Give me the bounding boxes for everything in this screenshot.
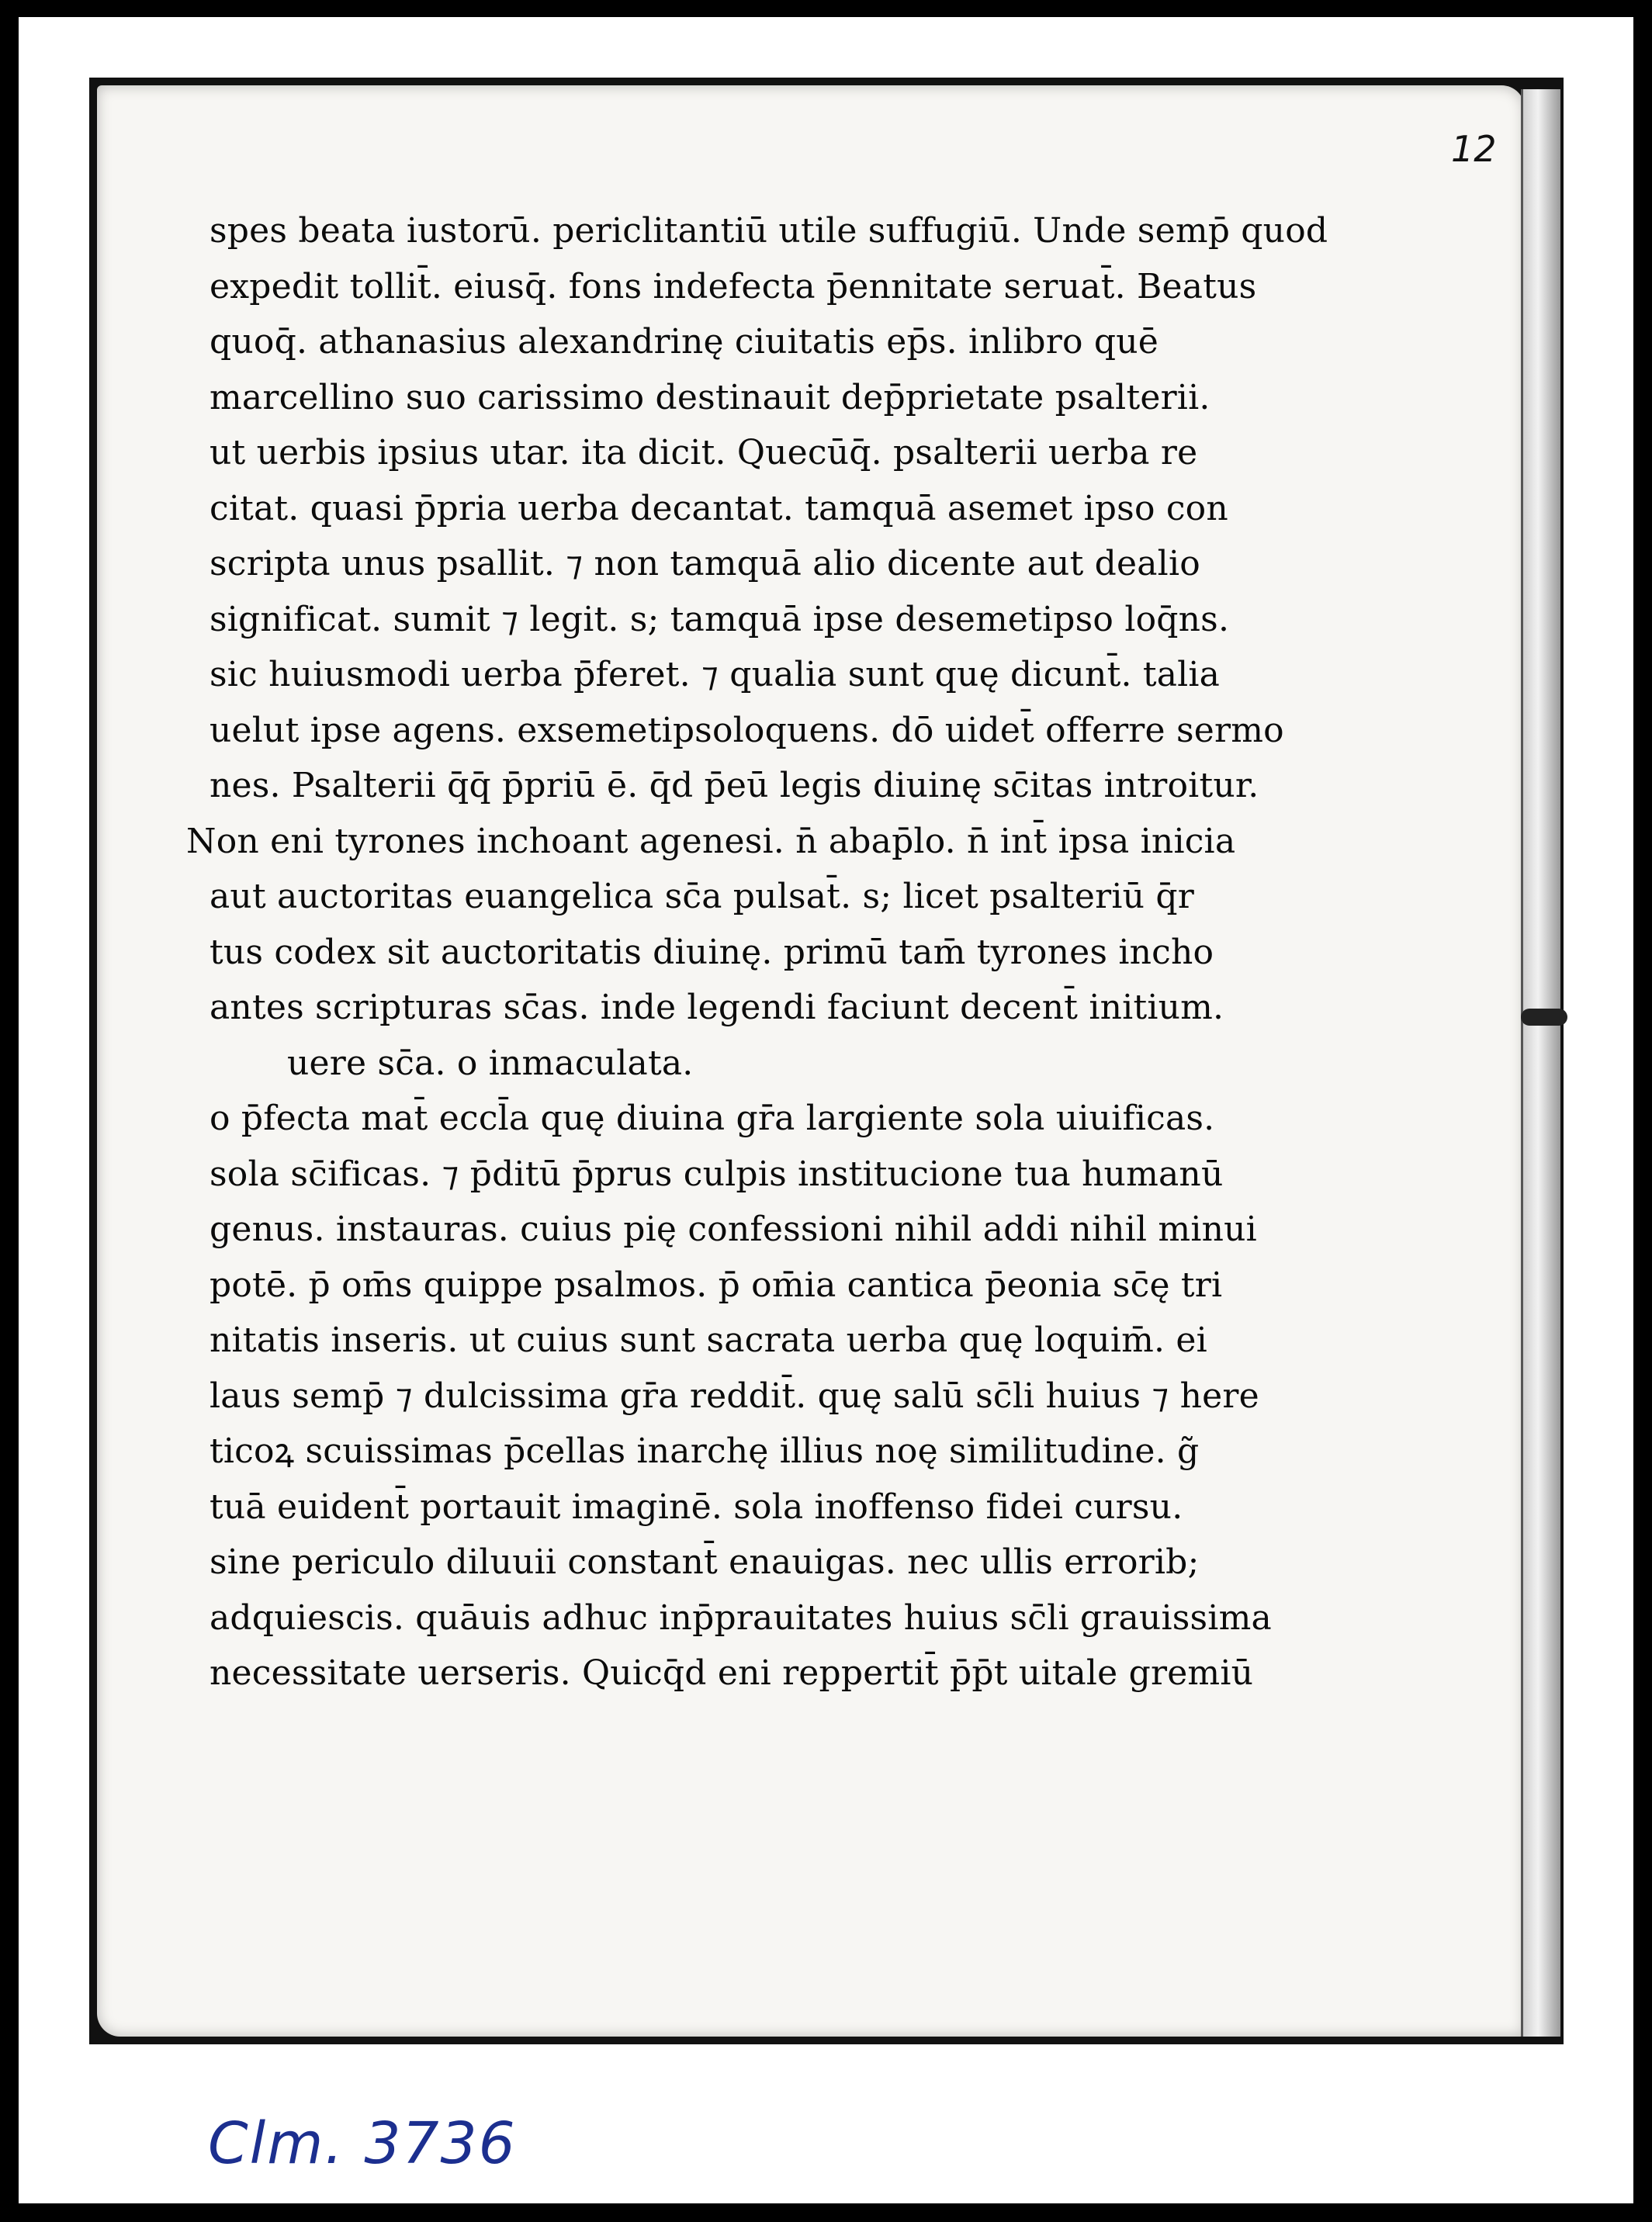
manuscript-line: sola sc̄ificas. ⁊ p̄ditū p̄prus culpis institucione tua humanū (210, 1154, 1224, 1194)
manuscript-line: uelut ipse agens. exsemetipsoloquens. dō uidet̄ offerre sermo (210, 710, 1284, 750)
manuscript-line: scripta unus psallit. ⁊ non tamquā alio dicente aut dealio (210, 544, 1200, 583)
book-clasp (1521, 1009, 1567, 1026)
manuscript-line: aut auctoritas euangelica sc̄a pulsat̄. s; licet psalteriū q̄r (210, 877, 1194, 916)
manuscript-line: uere sc̄a. o inmaculata. (287, 1043, 694, 1083)
manuscript-line: sic huiusmodi uerba p̄feret. ⁊ qualia sunt quę dicunt̄. talia (210, 655, 1221, 694)
manuscript-text-block (186, 203, 1482, 1701)
folio-number: 12 (1451, 128, 1497, 170)
manuscript-line: quoq̄. athanasius alexandrinę ciuitatis ep̄s. inlibro quē (210, 322, 1158, 362)
manuscript-line: tuā euident̄ portauit imaginē. sola inoffenso fidei cursu. (210, 1487, 1183, 1527)
manuscript-line: nitatis inseris. ut cuius sunt sacrata uerba quę loquim̄. ei (210, 1320, 1207, 1360)
manuscript-line: laus semp̄ ⁊ dulcissima gr̄a reddit̄. quę salū sc̄li huius ⁊ here (210, 1376, 1259, 1416)
manuscript-line: spes beata iustorū. periclitantiū utile suffugiū. Unde semp̄ quod (210, 211, 1328, 251)
manuscript-line: antes scripturas sc̄as. inde legendi faciunt decent̄ initium. (210, 988, 1224, 1027)
manuscript-line: o p̄fecta mat̄ eccl̄a quę diuina gr̄a largiente sola uiuificas. (210, 1099, 1215, 1138)
manuscript-line: adquiescis. quāuis adhuc inp̄prauitates huius sc̄li grauissima (210, 1597, 1272, 1638)
manuscript-line: marcellino suo carissimo destinauit dep̄prietate psalterii. (210, 377, 1210, 417)
manuscript-line: ticoꝝ scuissimas p̄cellas inarchę illius noę similitudine. g̃ (210, 1431, 1200, 1471)
manuscript-line: necessitate uerseris. Quicq̄d eni reppertit̄ p̄p̄t uitale gremiū (210, 1653, 1254, 1693)
manuscript-line: potē. p̄ om̄s quippe psalmos. p̄ om̄ia cantica p̄eonia sc̄ę tri (210, 1265, 1223, 1305)
manuscript-line: expedit tollit̄. eiusq̄. fons indefecta p̄ennitate seruat̄. Beatus (210, 266, 1257, 306)
manuscript-line: citat. quasi p̄pria uerba decantat. tamquā asemet ipso con (210, 488, 1228, 528)
manuscript-line: Non eni tyrones inchoant agenesi. n̄ abap̄lo. n̄ int̄ ipsa inicia (186, 821, 1236, 861)
manuscript-line: tus codex sit auctoritatis diuinę. primū tam̄ tyrones incho (210, 932, 1214, 972)
shelfmark-annotation: Clm. 3736 (208, 2110, 517, 2177)
page-gutter-edge (1521, 89, 1560, 2037)
manuscript-line: significat. sumit ⁊ legit. s; tamquā ipse desemetipso loq̄ns. (210, 599, 1230, 639)
manuscript-line: sine periculo diluuii constant̄ enauigas. nec ullis errorib; (210, 1542, 1200, 1582)
manuscript-line: genus. instauras. cuius pię confessioni nihil addi nihil minui (210, 1210, 1257, 1249)
manuscript-line: nes. Psalterii q̄q̄ p̄priū ē. q̄d p̄eū legis diuinę sc̄itas introitur. (210, 766, 1259, 805)
manuscript-line: ut uerbis ipsius utar. ita dicit. Quecūq̄. psalterii uerba re (210, 433, 1198, 472)
